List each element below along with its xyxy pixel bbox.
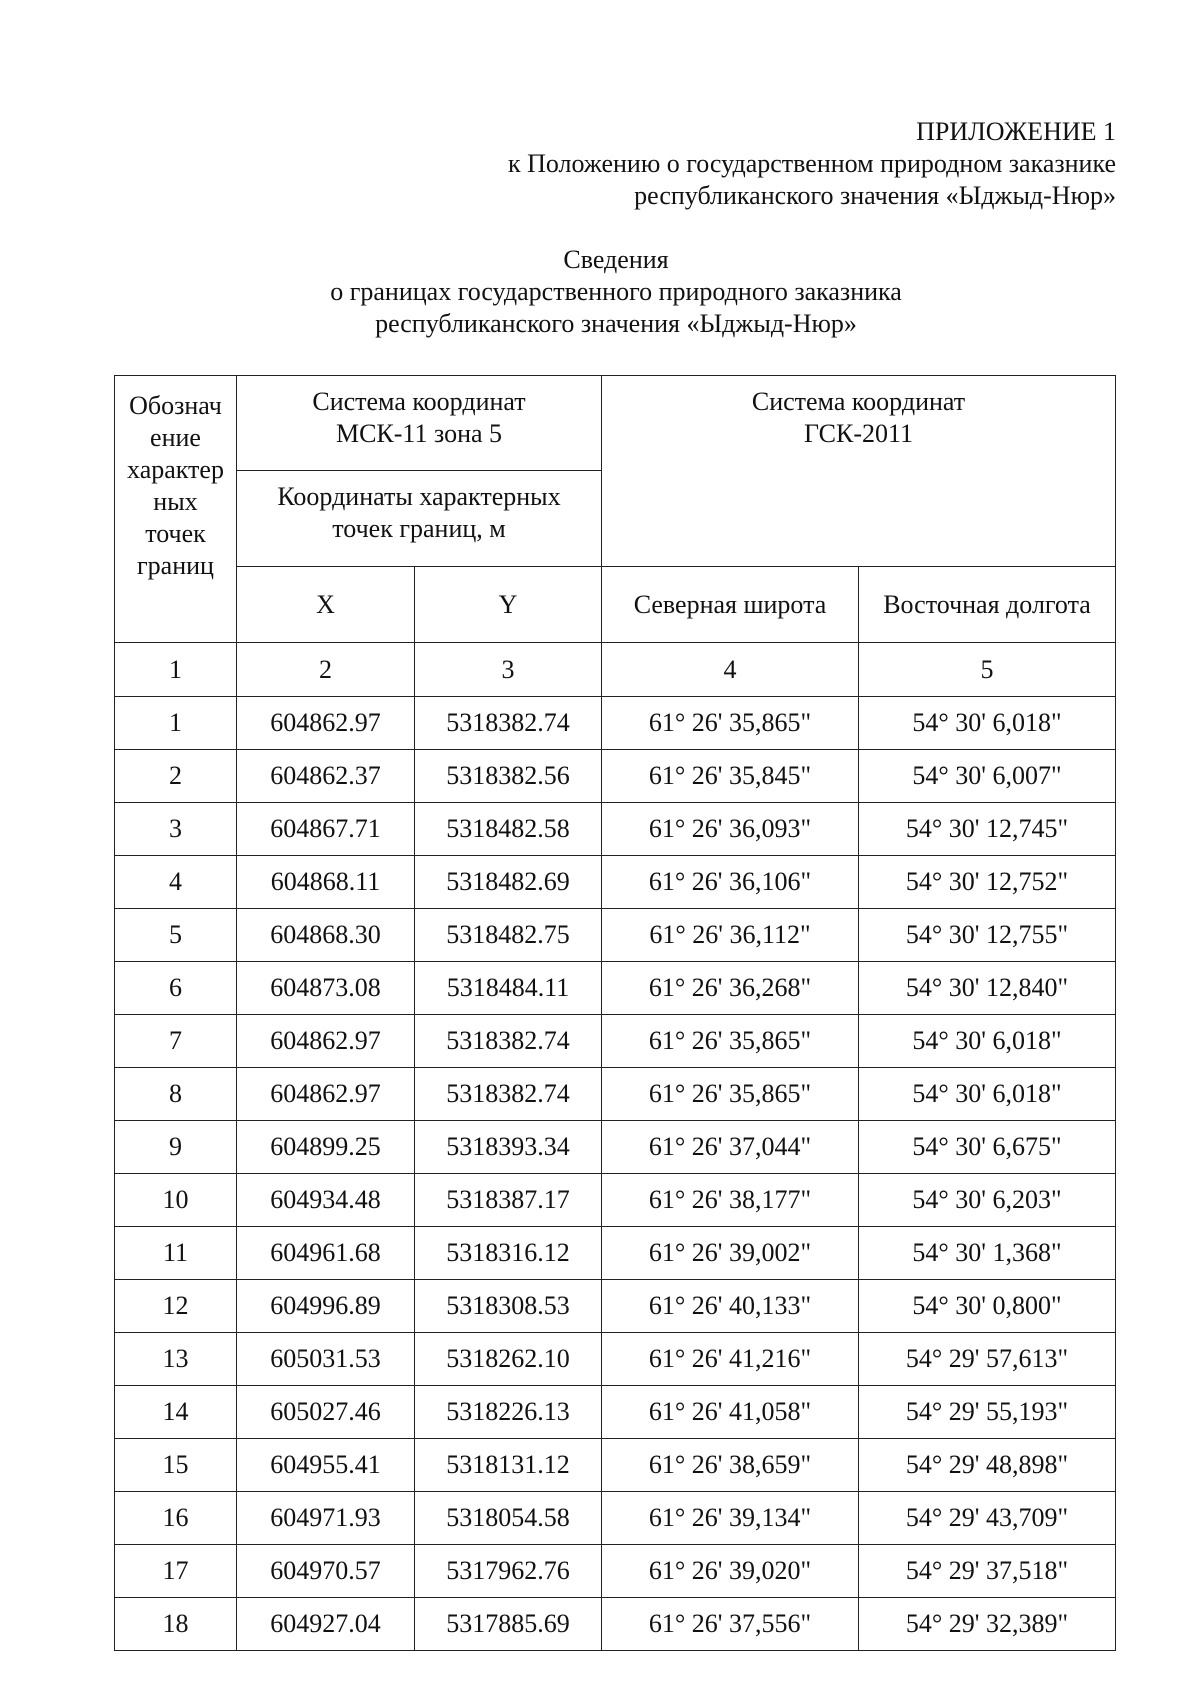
latitude-cell: 61° 26' 36,268" [602,962,859,1015]
column-number: 1 [115,643,237,697]
y-coordinate-cell: 5318308.53 [415,1280,602,1333]
latitude-cell: 61° 26' 36,112" [602,909,859,962]
msk-system-header [237,376,602,471]
column-number: 4 [602,643,859,697]
y-coordinate-cell: 5318382.74 [415,697,602,750]
latitude-cell: 61° 26' 35,865" [602,1015,859,1068]
heading-line-3: республиканского значения «Ыджыд-Нюр» [375,309,857,338]
longitude-cell: 54° 30' 6,018" [859,1015,1116,1068]
longitude-cell: 54° 30' 6,675" [859,1121,1116,1174]
table-row [115,856,1116,909]
point-header-part: характер [127,455,224,484]
longitude-cell: 54° 29' 43,709" [859,1492,1116,1545]
y-coordinate-cell: 5318262.10 [415,1333,602,1386]
latitude-cell: 61° 26' 35,845" [602,750,859,803]
y-coordinate-cell: 5317962.76 [415,1545,602,1598]
longitude-cell: 54° 29' 48,898" [859,1439,1116,1492]
point-header-part: ных [153,487,198,516]
latitude-cell: 61° 26' 35,865" [602,1068,859,1121]
y-column-header: Y [415,567,602,643]
y-coordinate-cell: 5318382.74 [415,1068,602,1121]
x-coordinate-cell: 604873.08 [237,962,415,1015]
y-coordinate-cell: 5318482.69 [415,856,602,909]
column-number: 5 [859,643,1116,697]
x-column-header: X [237,567,415,643]
point-number-cell: 6 [115,962,237,1015]
longitude-cell: 54° 30' 0,800" [859,1280,1116,1333]
table-row [115,1174,1116,1227]
longitude-cell: 54° 30' 12,755" [859,909,1116,962]
heading-line-2: о границах государственного природного заказника [330,277,902,306]
annex-header [0,116,1116,212]
point-number-cell: 8 [115,1068,237,1121]
x-coordinate-cell: 604970.57 [237,1545,415,1598]
point-number-cell: 7 [115,1015,237,1068]
latitude-cell: 61° 26' 39,134" [602,1492,859,1545]
point-number-cell: 10 [115,1174,237,1227]
latitude-cell: 61° 26' 36,093" [602,803,859,856]
latitude-cell: 61° 26' 41,058" [602,1386,859,1439]
y-coordinate-cell: 5318382.74 [415,1015,602,1068]
x-coordinate-cell: 604868.30 [237,909,415,962]
longitude-cell: 54° 30' 12,840" [859,962,1116,1015]
x-coordinate-cell: 604996.89 [237,1280,415,1333]
y-coordinate-cell: 5317885.69 [415,1598,602,1651]
x-coordinate-cell: 604961.68 [237,1227,415,1280]
longitude-cell: 54° 30' 1,368" [859,1227,1116,1280]
x-coordinate-cell: 604955.41 [237,1439,415,1492]
header-row-1 [115,376,1116,471]
annex-title: ПРИЛОЖЕНИЕ 1 [916,117,1116,146]
table-row [115,697,1116,750]
latitude-cell: 61° 26' 40,133" [602,1280,859,1333]
x-coordinate-cell: 604971.93 [237,1492,415,1545]
latitude-cell: 61° 26' 39,020" [602,1545,859,1598]
coords-header [237,471,602,567]
table-body [115,376,1116,1651]
longitude-cell: 54° 30' 6,007" [859,750,1116,803]
header-row-3 [115,567,1116,643]
latitude-cell: 61° 26' 35,865" [602,697,859,750]
point-number-cell: 2 [115,750,237,803]
x-coordinate-cell: 604934.48 [237,1174,415,1227]
latitude-cell: 61° 26' 41,216" [602,1333,859,1386]
annex-line-3: республиканского значения «Ыджыд-Нюр» [634,181,1116,210]
point-number-cell: 4 [115,856,237,909]
table-row [115,1598,1116,1651]
y-coordinate-cell: 5318484.11 [415,962,602,1015]
x-coordinate-cell: 604899.25 [237,1121,415,1174]
table-row [115,909,1116,962]
y-coordinate-cell: 5318054.58 [415,1492,602,1545]
coords-header-line: точек границ, м [332,514,506,543]
msk-header-line: Система координат [312,387,526,416]
y-coordinate-cell: 5318226.13 [415,1386,602,1439]
longitude-column-header: Восточная долгота [859,567,1116,643]
latitude-cell: 61° 26' 38,659" [602,1439,859,1492]
table-row [115,1545,1116,1598]
longitude-cell: 54° 30' 6,018" [859,1068,1116,1121]
y-coordinate-cell: 5318387.17 [415,1174,602,1227]
x-coordinate-cell: 605031.53 [237,1333,415,1386]
x-coordinate-cell: 604862.97 [237,1068,415,1121]
latitude-cell: 61° 26' 38,177" [602,1174,859,1227]
y-coordinate-cell: 5318382.56 [415,750,602,803]
annex-line-2: к Положению о государственном природном заказнике [507,149,1116,178]
point-number-cell: 17 [115,1545,237,1598]
latitude-cell: 61° 26' 39,002" [602,1227,859,1280]
longitude-cell: 54° 30' 6,203" [859,1174,1116,1227]
coords-header-line: Координаты характерных [277,482,561,511]
table-row [115,1280,1116,1333]
gsk-system-header [602,376,1116,567]
gsk-header-line: Система координат [751,387,966,416]
point-number-cell: 14 [115,1386,237,1439]
point-header-part: границ [137,551,214,580]
point-header-part: точек [145,519,206,548]
x-coordinate-cell: 604927.04 [237,1598,415,1651]
y-coordinate-cell: 5318482.75 [415,909,602,962]
longitude-cell: 54° 29' 57,613" [859,1333,1116,1386]
column-number: 2 [237,643,415,697]
longitude-cell: 54° 30' 6,018" [859,697,1116,750]
y-coordinate-cell: 5318482.58 [415,803,602,856]
y-coordinate-cell: 5318393.34 [415,1121,602,1174]
x-coordinate-cell: 604862.37 [237,750,415,803]
point-designation-header [115,376,237,643]
latitude-column-header: Северная широта [602,567,859,643]
y-coordinate-cell: 5318316.12 [415,1227,602,1280]
column-number-row [115,643,1116,697]
point-header-part: Обознач [129,391,222,420]
table-row [115,1333,1116,1386]
gsk-header-line: ГСК-2011 [803,419,914,448]
table-row [115,750,1116,803]
table-row [115,1439,1116,1492]
msk-header-line: МСК-11 зона 5 [335,419,503,448]
point-header-part: ение [150,423,201,452]
point-number-cell: 9 [115,1121,237,1174]
document-heading [0,244,1200,340]
point-number-cell: 1 [115,697,237,750]
point-number-cell: 16 [115,1492,237,1545]
table-row [115,1492,1116,1545]
table-row [115,803,1116,856]
table-row [115,1015,1116,1068]
table-row [115,1068,1116,1121]
y-coordinate-cell: 5318131.12 [415,1439,602,1492]
point-number-cell: 11 [115,1227,237,1280]
longitude-cell: 54° 30' 12,752" [859,856,1116,909]
longitude-cell: 54° 30' 12,745" [859,803,1116,856]
latitude-cell: 61° 26' 37,556" [602,1598,859,1651]
point-number-cell: 5 [115,909,237,962]
x-coordinate-cell: 605027.46 [237,1386,415,1439]
point-number-cell: 15 [115,1439,237,1492]
latitude-cell: 61° 26' 36,106" [602,856,859,909]
point-number-cell: 13 [115,1333,237,1386]
table-row [115,1386,1116,1439]
x-coordinate-cell: 604862.97 [237,697,415,750]
table-row [115,962,1116,1015]
point-number-cell: 3 [115,803,237,856]
column-number: 3 [415,643,602,697]
boundary-coordinates-table [114,375,1116,1651]
point-number-cell: 18 [115,1598,237,1651]
point-number-cell: 12 [115,1280,237,1333]
longitude-cell: 54° 29' 55,193" [859,1386,1116,1439]
longitude-cell: 54° 29' 37,518" [859,1545,1116,1598]
table-row [115,1227,1116,1280]
x-coordinate-cell: 604868.11 [237,856,415,909]
x-coordinate-cell: 604862.97 [237,1015,415,1068]
table-row [115,1121,1116,1174]
longitude-cell: 54° 29' 32,389" [859,1598,1116,1651]
heading-line-1: Сведения [563,245,669,274]
x-coordinate-cell: 604867.71 [237,803,415,856]
latitude-cell: 61° 26' 37,044" [602,1121,859,1174]
